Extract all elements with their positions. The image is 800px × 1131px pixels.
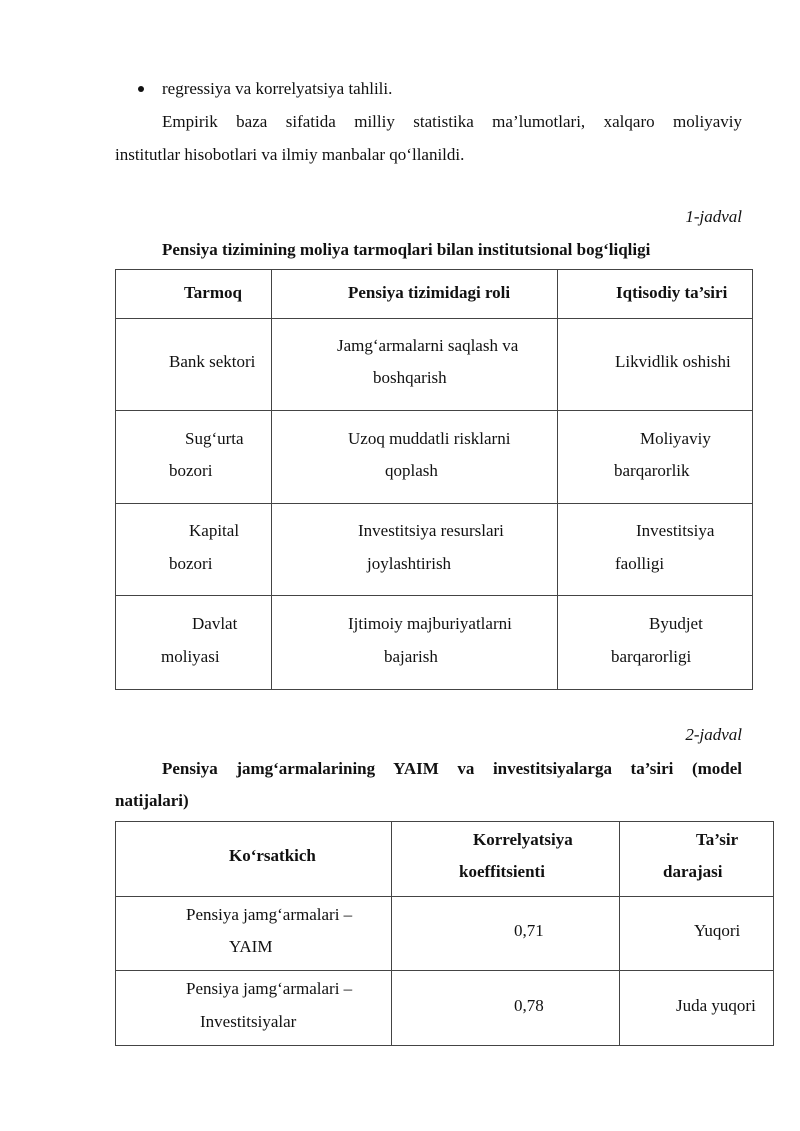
table1-cell: barqarorlik: [614, 461, 690, 480]
table1-header-roli: Pensiya tizimidagi roli: [348, 283, 511, 302]
table2-title-line-2: natijalari): [115, 791, 189, 810]
table2-cell: 0,71: [514, 921, 544, 940]
bullet-dot: [138, 86, 144, 92]
table2-header-koeffitsienti: koeffitsienti: [459, 862, 545, 881]
table2-cell: Pensiya jamg‘armalari –: [186, 905, 353, 924]
table1-cell: bajarish: [384, 647, 438, 666]
table1-cell: joylashtirish: [367, 554, 452, 573]
table1-cell: Likvidlik oshishi: [615, 352, 731, 371]
table1-title: Pensiya tizimining moliya tarmoqlari bilan institutsional bog‘liqligi: [162, 240, 651, 259]
table1-cell: bozori: [169, 461, 213, 480]
table1-cell: faolligi: [615, 554, 665, 573]
table1-cell: Uzoq muddatli risklarni: [348, 429, 511, 448]
table1-cell: Davlat: [192, 614, 238, 633]
table2-cell: Pensiya jamg‘armalari –: [186, 979, 353, 998]
table1-label: 1-jadval: [685, 207, 742, 226]
table1-cell: Kapital: [189, 521, 240, 540]
paragraph-line-2: institutlar hisobotlari va ilmiy manbalar qo‘llanildi.: [115, 145, 465, 164]
table2-header-darajasi: darajasi: [663, 862, 723, 881]
table1-cell: Moliyaviy: [640, 429, 711, 448]
table2-header-korrelyatsiya: Korrelyatsiya: [473, 830, 573, 849]
table1-cell: barqarorligi: [611, 647, 692, 666]
table1-cell: Byudjet: [649, 614, 703, 633]
table1-cell: qoplash: [385, 461, 438, 480]
table2-cell: YAIM: [229, 937, 273, 956]
table1-cell: bozori: [169, 554, 213, 573]
table1-header-tarmoq: Tarmoq: [184, 283, 242, 302]
table2-header-tasir: Ta’sir: [696, 830, 739, 849]
table1-cell: Investitsiya: [636, 521, 715, 540]
paragraph-line-1: Empirik baza sifatida milliy statistika ma’lumotlari, xalqaro moliyaviy: [162, 112, 742, 131]
table1-cell: boshqarish: [373, 368, 447, 387]
bullet-item-text: regressiya va korrelyatsiya tahlili.: [162, 79, 393, 98]
table1-cell: Jamg‘armalarni saqlash va: [337, 336, 519, 355]
table1-cell: moliyasi: [161, 647, 220, 666]
table2-cell: Investitsiyalar: [200, 1012, 297, 1031]
table1-cell: Ijtimoiy majburiyatlarni: [348, 614, 512, 633]
table2-cell: Yuqori: [694, 921, 741, 940]
table1: [115, 269, 753, 690]
table1-cell: Investitsiya resurslari: [358, 521, 504, 540]
table2-cell: 0,78: [514, 996, 544, 1015]
table2-title-line-1: Pensiya jamg‘armalarining YAIM va investitsiyalarga ta’siri (model: [162, 759, 742, 778]
table1-header-tasiri: Iqtisodiy ta’siri: [616, 283, 728, 302]
table2-label: 2-jadval: [685, 725, 742, 744]
table2: [115, 821, 774, 1046]
table1-cell: Sug‘urta: [185, 429, 244, 448]
table2-cell: Juda yuqori: [676, 996, 756, 1015]
table2-header-korsatkich: Ko‘rsatkich: [229, 846, 316, 865]
table1-cell: Bank sektori: [169, 352, 256, 371]
